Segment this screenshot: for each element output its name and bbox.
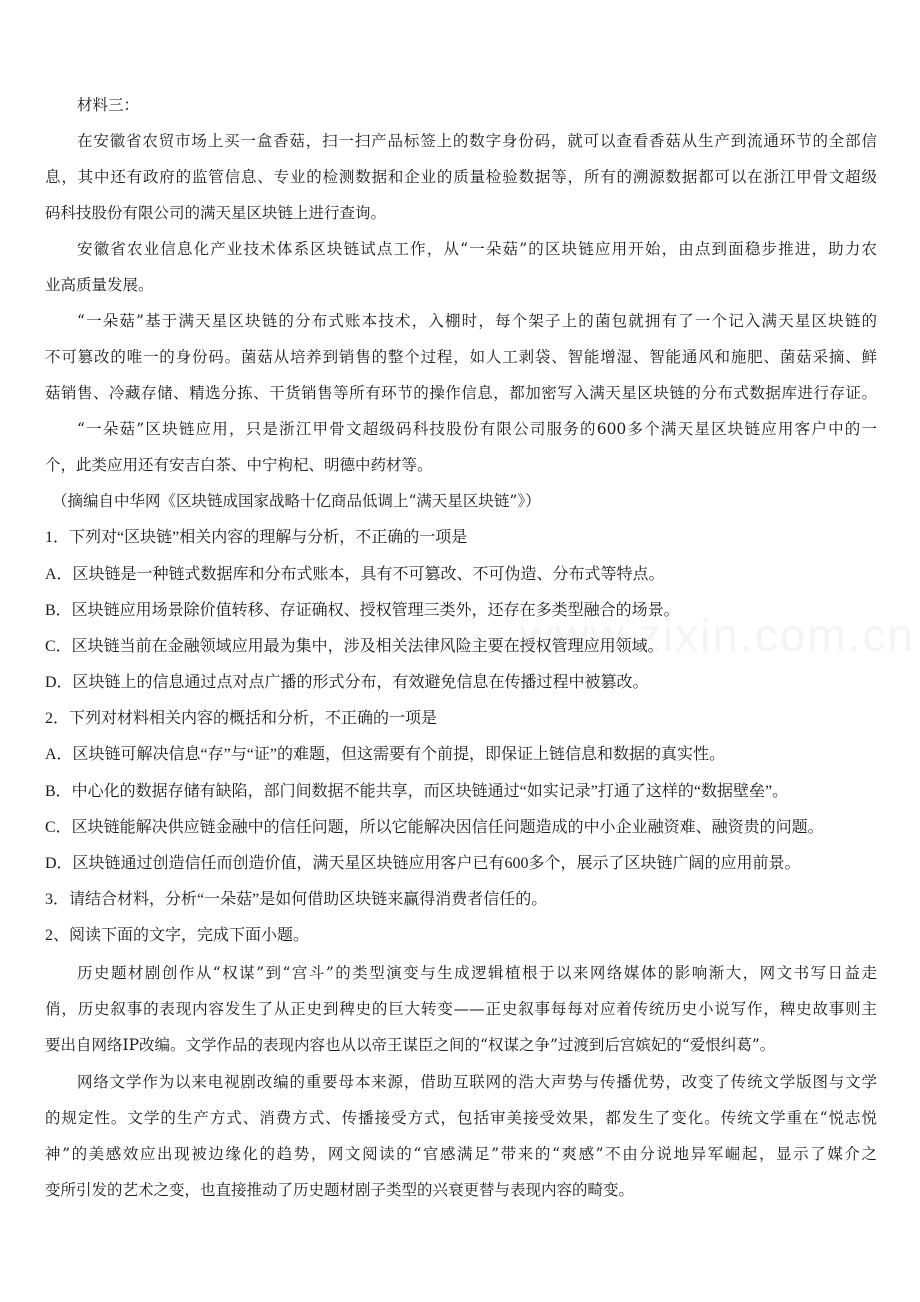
- option-c: C．区块链当前在金融领域应用最为集中，涉及相关法律风险主要在授权管理应用领域。: [45, 638, 664, 655]
- option-a: A．区块链可解决信息“存”与“证”的难题，但这需要有个前提，即保证上链信息和数据的真实性。: [45, 746, 725, 763]
- paragraph-line: “一朵菇”基于满天星区块链的分布式账本技术，入棚时，每个架子上的菌包就拥有了一个记入满天星区块链的: [77, 312, 877, 330]
- question-stem: 2．下列对材料相关内容的概括和分析，不正确的一项是: [45, 710, 438, 727]
- paragraph-line: 网络文学作为以来电视剧改编的重要母本来源，借助互联网的浩大声势与传播优势，改变了传统文学版图与文学: [77, 1073, 877, 1091]
- question-stem: 1．下列对“区块链”相关内容的理解与分析，不正确的一项是: [45, 529, 468, 546]
- option-c: C．区块链能解决供应链金融中的信任问题，所以它能解决因信任问题造成的中小企业融资难、融资贵的问题。: [45, 819, 824, 836]
- paragraph-line: 不可篡改的唯一的身份码。菌菇从培养到销售的整个过程，如人工剥袋、智能增湿、智能通风和施肥、菌菇采摘、鲜: [45, 348, 877, 366]
- option-d: D．区块链通过创造信任而创造价值，满天星区块链应用客户已有600多个，展示了区块链广阔的应用前景。: [45, 855, 801, 872]
- paragraph-line: 在安徽省农贸市场上买一盒香菇，扫一扫产品标签上的数字身份码，就可以查看香菇从生产到流通环节的全部信: [77, 132, 877, 150]
- watermark: www.zixin.com.cn: [520, 609, 915, 661]
- paragraph-line: 历史题材剧创作从“权谋”到“宫斗”的类型演变与生成逻辑植根于以来网络媒体的影响渐大，网文书写日益走: [77, 964, 877, 982]
- paragraph-line: 个，此类应用还有安吉白茶、中宁枸杞、明德中药材等。: [45, 456, 433, 474]
- paragraph-line: 俏，历史叙事的表现内容发生了从正史到稗史的巨大转变——正史叙事每每对应着传统历史小说写作，稗史故事则主: [45, 1000, 877, 1018]
- source-citation: （摘编自中华网《区块链成国家战略十亿商品低调上“满天星区块链”》）: [52, 492, 541, 510]
- question-stem: 3．请结合材料，分析“一朵菇”是如何借助区块链来赢得消费者信任的。: [45, 891, 548, 908]
- section-heading: 2、阅读下面的文字，完成下面小题。: [45, 927, 310, 944]
- paragraph-line: 的规定性。文学的生产方式、消费方式、传播接受方式，包括审美接受效果，都发生了变化。传统文学重在“悦志悦: [45, 1109, 877, 1127]
- paragraph-line: 要出自网络IP改编。文学作品的表现内容也从以帝王谋臣之间的“权谋之争”过渡到后宫嫔妃的“爱恨纠葛”。: [45, 1036, 776, 1054]
- option-b: B．中心化的数据存储有缺陷，部门间数据不能共享，而区块链通过“如实记录”打通了这样的“数据壁垒”。: [45, 783, 789, 800]
- paragraph-line: 码科技股份有限公司的满天星区块链上进行查询。: [45, 204, 387, 222]
- option-d: D．区块链上的信息通过点对点广播的形式分布，有效避免信息在传播过程中被篡改。: [45, 674, 649, 691]
- paragraph-line: 变所引发的艺术之变，也直接推动了历史题材剧子类型的兴衰更替与表现内容的畸变。: [45, 1181, 635, 1199]
- paragraph-line: 安徽省农业信息化产业技术体系区块链试点工作，从“一朵菇”的区块链应用开始，由点到面稳步推进，助力农: [77, 240, 877, 258]
- paragraph-line: 菇销售、冷藏存储、精选分拣、干货销售等所有环节的操作信息，都加密写入满天星区块链的分布式数据库进行存证。: [45, 384, 877, 402]
- option-a: A．区块链是一种链式数据库和分布式账本，具有不可篡改、不可伪造、分布式等特点。: [45, 566, 665, 583]
- option-b: B．区块链应用场景除价值转移、存证确权、授权管理三类外，还存在多类型融合的场景。: [45, 602, 680, 619]
- paragraph-line: 神”的美感效应出现被边缘化的趋势，网文阅读的“官感满足”带来的“爽感”不由分说地异军崛起，显示了媒介之: [45, 1145, 877, 1163]
- paragraph-line: “一朵菇”区块链应用，只是浙江甲骨文超级码科技股份有限公司服务的600多个满天星区块链应用客户中的一: [77, 420, 877, 438]
- paragraph-line: 业高质量发展。: [45, 276, 154, 294]
- material-heading: 材料三：: [77, 96, 140, 114]
- paragraph-line: 息，其中还有政府的监管信息、专业的检测数据和企业的质量检验数据等，所有的溯源数据都可以在浙江甲骨文超级: [45, 168, 877, 186]
